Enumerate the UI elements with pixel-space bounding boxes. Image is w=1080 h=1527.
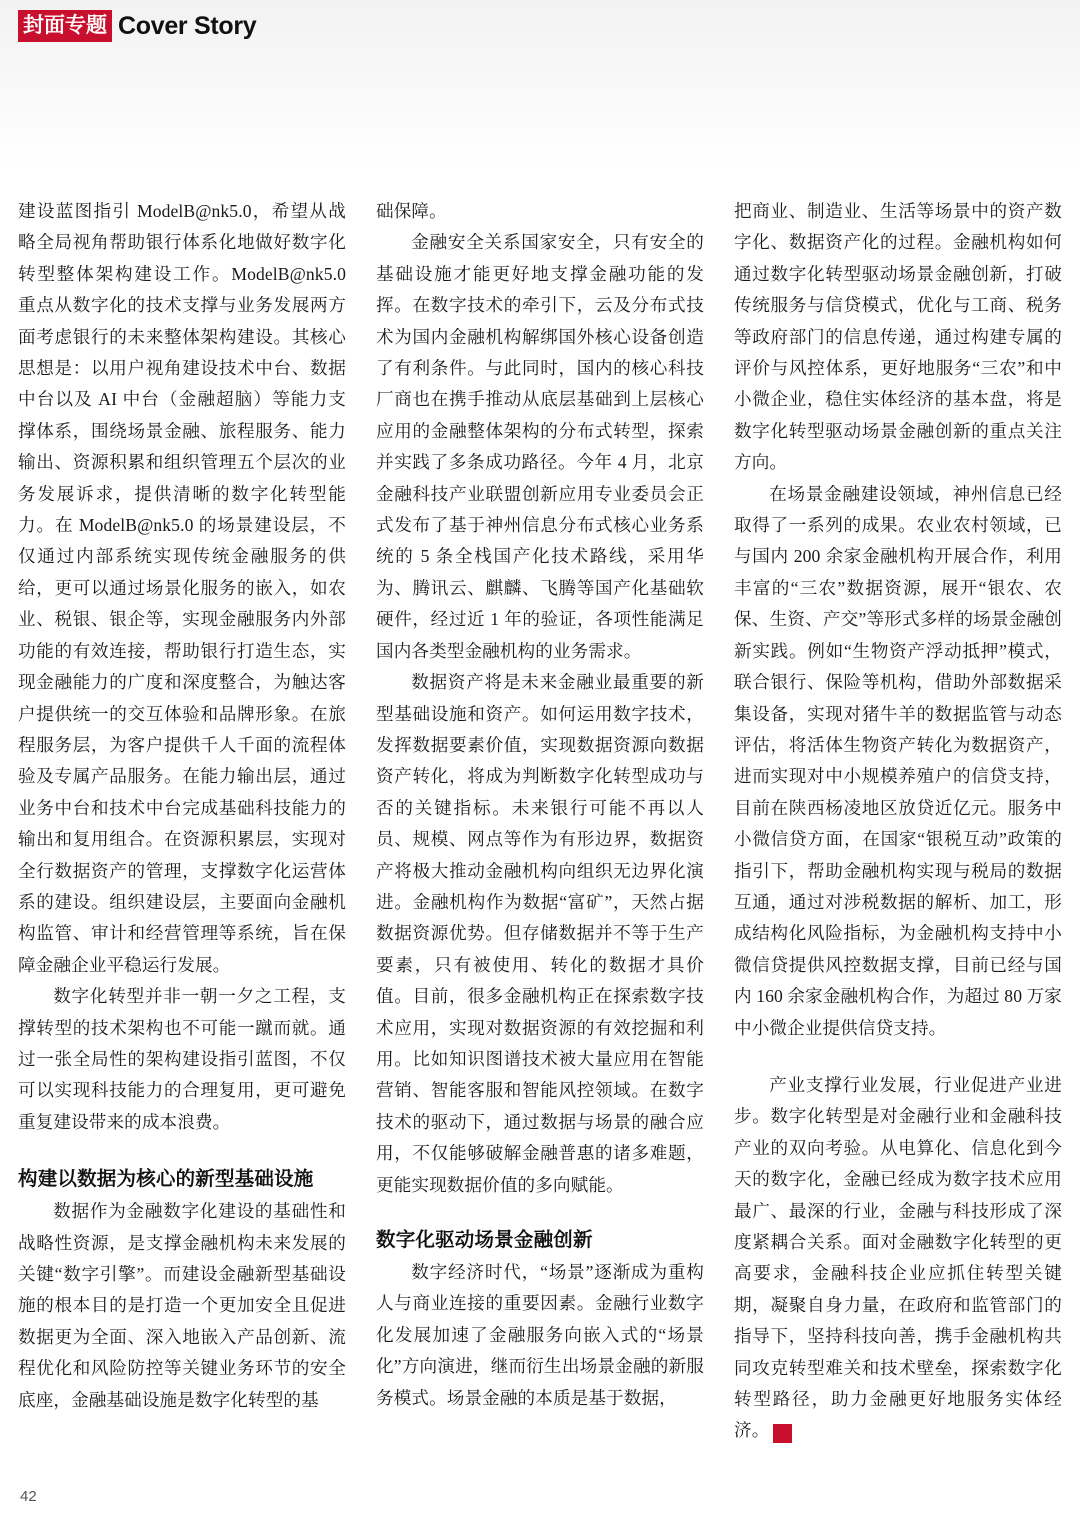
subheading: 数字化驱动场景金融创新 bbox=[376, 1229, 593, 1251]
paragraph: 金融安全关系国家安全，只有安全的基础设施才能更好地支撑金融功能的发挥。在数字技术的牵引下，云及分布式技术为国内金融机构解绑国外核心设备创造了有利条件。与此同时，国内的核心科技厂商也在携手推动从底层基础到上层核心应用的金融整体架构的分布式转型，探索并实践了多条成功路径。今年 4 月，北京金融科技产业联盟创新应用专业委员会正式发布了基于神州信息分布式核心业务系统的 5 条全栈国产化技术路线，采用华为、腾讯云、麒麟、飞腾等国产化基础软硬件，经过近 1 年的验证，各项性能满足国内各类型金融机构的业务需求。 bbox=[376, 232, 704, 661]
article-body bbox=[18, 196, 1062, 1447]
paragraph: 数据资产将是未来金融业最重要的新型基础设施和资产。如何运用数字技术，发挥数据要素价值，实现数据资源向数据资产转化，将成为判断数字化转型成功与否的关键指标。未来银行可能不再以人员、规模、网点等作为有形边界，数据资产将极大推动金融机构向组织无边界化演进。金融机构作为数据“富矿”，天然占据数据资源优势。但存储数据并不等于生产要素，只有被使用、转化的数据才具价值。目前，很多金融机构正在探索数字技术应用，实现对数据资源的有效挖掘和利用。比如知识图谱技术被大量应用在智能营销、智能客服和智能风控领域。在数字技术的驱动下，通过数据与场景的融合应用，不仅能够破解金融普惠的诸多难题，更能实现数据价值的多向赋能。 bbox=[376, 672, 704, 1195]
paragraph: 数字经济时代，“场景”逐渐成为重构人与商业连接的重要因素。金融行业数字化发展加速了金融服务向嵌入式的“场景化”方向演进，继而衍生出场景金融的新服务模式。场景金融的本质是基于数据， bbox=[376, 1262, 704, 1408]
section-header bbox=[18, 10, 256, 42]
article-column-3 bbox=[734, 196, 1062, 1447]
article-column-2 bbox=[376, 196, 704, 1447]
article-column-1 bbox=[18, 196, 346, 1447]
subheading: 构建以数据为核心的新型基础设施 bbox=[18, 1168, 314, 1191]
paragraph: 把商业、制造业、生活等场景中的资产数字化、数据资产化的过程。金融机构如何通过数字化转型驱动场景金融创新，打破传统服务与信贷模式，优化与工商、税务等政府部门的信息传递，通过构建专属的评价与风控体系，更好地服务“三农”和中小微企业，稳住实体经济的基本盘，将是数字化转型驱动场景金融创新的重点关注方向。 bbox=[734, 201, 1062, 473]
paragraph: 在场景金融建设领域，神州信息已经取得了一系列的成果。农业农村领域，已与国内 200 余家金融机构开展合作，利用丰富的“三农”数据资源，展开“银农、农保、生资、产交”等形式多样的场景金融创新实践。例如“生物资产浮动抵押”模式，联合银行、保险等机构，借助外部数据采集设备，实现对猪牛羊的数据监管与动态评估，将活体生物资产转化为数据资产，进而实现对中小规模养殖户的信贷支持，目前在陕西杨凌地区放贷近亿元。服务中小微信贷方面，在国家“银税互动”政策的指引下，帮助金融机构实现与税局的数据互通，通过对涉税数据的解析、加工，形成结构化风险指标，为金融机构支持中小微信贷提供风控数据支撑，目前已经与国内 160 余家金融机构合作，为超过 80 万家中小微企业提供信贷支持。 bbox=[734, 483, 1062, 1038]
paragraph: 建设蓝图指引 ModelB@nk5.0，希望从战略全局视角帮助银行体系化地做好数字化转型整体架构建设工作。ModelB@nk5.0 重点从数字化的技术支撑与业务发展两方面考虑银行的未来整体架构建设。其核心思想是：以用户视角建设技术中台、数据中台以及 AI 中台（金融超脑）等能力支撑体系，围绕场景金融、旅程服务、能力输出、资源积累和组织管理五个层次的业务发展诉求，提供清晰的数字化转型能力。在 ModelB@nk5.0 的场景建设层，不仅通过内部系统实现传统金融服务的供给，更可以通过场景化服务的嵌入，如农业、税银、银企等，实现金融服务内外部功能的有效连接，帮助银行打造生态，实现金融能力的广度和深度整合，为触达客户提供统一的交互体验和品牌形象。在旅程服务层，为客户提供千人千面的流程体验及专属产品服务。在能力输出层，通过业务中台和技术中台完成基础科技能力的输出和复用组合。在资源积累层，实现对全行数据资产的管理，支撑数字化运营体系的建设。组织建设层，主要面向金融机构监管、审计和经营管理等系统，旨在保障金融企业平稳运行发展。 bbox=[18, 201, 346, 975]
paragraph-text: 产业支撑行业发展，行业促进产业进步。数字化转型是对金融行业和金融科技产业的双向考验。从电算化、信息化到今天的数字化，金融已经成为数字技术应用最广、最深的行业，金融与科技形成了深度紧耦合关系。面对金融数字化转型的更高要求，金融科技企业应抓住转型关键期，凝聚自身力量，在政府和监管部门的指导下，坚持科技向善，携手金融机构共同攻克转型难关和技术壁垒，探索数字化转型路径，助力金融更好地服务实体经济。 bbox=[734, 1074, 1062, 1441]
paragraph: 础保障。 bbox=[376, 201, 447, 221]
section-label-en: Cover Story bbox=[118, 11, 257, 40]
paragraph-spacer bbox=[734, 1044, 1062, 1070]
page-number: 42 bbox=[20, 1488, 37, 1505]
section-label-cn: 封面专题 bbox=[18, 10, 112, 42]
end-of-article-mark: 企 bbox=[773, 1424, 792, 1443]
paragraph: 数据作为金融数字化建设的基础性和战略性资源，是支撑金融机构未来发展的关键“数字引擎”。而建设金融新型基础设施的根本目的是打造一个更加安全且促进数据更为全面、深入地嵌入产品创新、流程优化和风险防控等关键业务环节的安全底座，金融基础设施是数字化转型的基 bbox=[18, 1201, 346, 1410]
paragraph: 数字化转型并非一朝一夕之工程，支撑转型的技术架构也不可能一蹴而就。通过一张全局性的架构建设指引蓝图，不仅可以实现科技能力的合理复用，更可避免重复建设带来的成本浪费。 bbox=[18, 986, 346, 1132]
paragraph-final bbox=[734, 1070, 1062, 1447]
